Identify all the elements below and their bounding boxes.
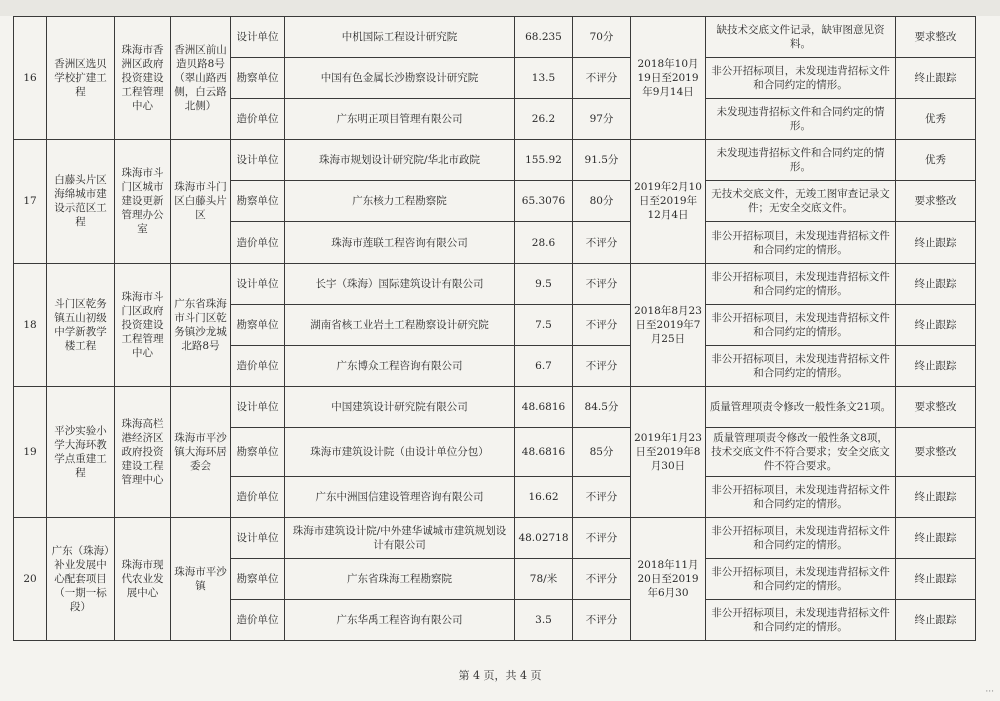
unit-type-cell: 造价单位: [231, 222, 285, 263]
company-name-cell: 广东博众工程咨询有限公司: [285, 345, 515, 386]
score-cell: 不评分: [573, 558, 631, 599]
project-name-cell: 香洲区选贝学校扩建工程: [47, 17, 115, 140]
inspection-notes-cell: 质量管理项责令修改一般性条文8项，技术交底文件不符合要求；安全交底文件不符合要求。: [706, 427, 896, 476]
inspection-notes-cell: 非公开招标项目，未发现违背招标文件和合同约定的情形。: [706, 599, 896, 640]
score-cell: 70分: [573, 17, 631, 58]
inspection-notes-cell: 非公开招标项目，未发现违背招标文件和合同约定的情形。: [706, 345, 896, 386]
handling-result-cell: 终止跟踪: [896, 222, 976, 263]
company-name-cell: 中国建筑设计研究院有限公司: [285, 386, 515, 427]
row-number-cell: 17: [14, 140, 47, 263]
row-number-cell: 20: [14, 517, 47, 640]
score-cell: 不评分: [573, 263, 631, 304]
table-row: [14, 517, 976, 558]
company-name-cell: 长宇（珠海）国际建筑设计有限公司: [285, 263, 515, 304]
company-name-cell: 中国有色金属长沙勘察设计研究院: [285, 58, 515, 99]
handling-result-cell: 终止跟踪: [896, 476, 976, 517]
score-cell: 不评分: [573, 599, 631, 640]
contract-amount-cell: 3.5: [515, 599, 573, 640]
unit-type-cell: 设计单位: [231, 386, 285, 427]
unit-type-cell: 设计单位: [231, 140, 285, 181]
score-cell: 不评分: [573, 304, 631, 345]
unit-type-cell: 勘察单位: [231, 58, 285, 99]
construction-unit-cell: 珠海市现代农业发展中心: [115, 517, 171, 640]
company-name-cell: 广东华禹工程咨询有限公司: [285, 599, 515, 640]
construction-unit-cell: 珠海高栏港经济区政府投资建设工程管理中心: [115, 386, 171, 517]
contract-amount-cell: 65.3076: [515, 181, 573, 222]
score-cell: 不评分: [573, 476, 631, 517]
handling-result-cell: 要求整改: [896, 17, 976, 58]
inspection-notes-cell: 非公开招标项目，未发现违背招标文件和合同约定的情形。: [706, 222, 896, 263]
unit-type-cell: 造价单位: [231, 99, 285, 140]
table-row: [14, 263, 976, 304]
inspection-notes-cell: 无技术交底文件，无竣工图审查记录文件；无安全交底文件。: [706, 181, 896, 222]
project-name-cell: 斗门区乾务镇五山初级中学新教学楼工程: [47, 263, 115, 386]
project-location-cell: 香洲区前山造贝路8号（翠山路西侧，白云路北侧）: [171, 17, 231, 140]
company-name-cell: 珠海市规划设计研究院/华北市政院: [285, 140, 515, 181]
contract-amount-cell: 48.6816: [515, 386, 573, 427]
inspection-notes-cell: 质量管理项责令修改一般性条文21项。: [706, 386, 896, 427]
construction-unit-cell: 珠海市斗门区政府投资建设工程管理中心: [115, 263, 171, 386]
handling-result-cell: 终止跟踪: [896, 517, 976, 558]
row-number-cell: 19: [14, 386, 47, 517]
handling-result-cell: 优秀: [896, 99, 976, 140]
handling-result-cell: 终止跟踪: [896, 304, 976, 345]
project-name-cell: 广东（珠海）补业发展中心配套项目（一期一标段）: [47, 517, 115, 640]
project-location-cell: 珠海市平沙镇: [171, 517, 231, 640]
service-period-cell: 2018年11月20日至2019年6月30: [631, 517, 706, 640]
project-name-cell: 平沙实验小学大海环教学点重建工程: [47, 386, 115, 517]
unit-type-cell: 勘察单位: [231, 558, 285, 599]
service-period-cell: 2019年2月10日至2019年12月4日: [631, 140, 706, 263]
project-location-cell: 珠海市平沙镇大海环居委会: [171, 386, 231, 517]
unit-type-cell: 设计单位: [231, 263, 285, 304]
contract-amount-cell: 48.02718: [515, 517, 573, 558]
inspection-notes-cell: 非公开招标项目，未发现违背招标文件和合同约定的情形。: [706, 58, 896, 99]
construction-unit-cell: 珠海市香洲区政府投资建设工程管理中心: [115, 17, 171, 140]
score-cell: 91.5分: [573, 140, 631, 181]
service-period-cell: 2018年8月23日至2019年7月25日: [631, 263, 706, 386]
contract-amount-cell: 26.2: [515, 99, 573, 140]
handling-result-cell: 终止跟踪: [896, 58, 976, 99]
score-cell: 不评分: [573, 517, 631, 558]
company-name-cell: 广东核力工程勘察院: [285, 181, 515, 222]
inspection-notes-cell: 非公开招标项目，未发现违背招标文件和合同约定的情形。: [706, 304, 896, 345]
score-cell: 不评分: [573, 58, 631, 99]
inspection-notes-cell: 非公开招标项目，未发现违背招标文件和合同约定的情形。: [706, 558, 896, 599]
table-body: [14, 17, 976, 641]
unit-type-cell: 设计单位: [231, 517, 285, 558]
service-period-cell: 2018年10月19日至2019年9月14日: [631, 17, 706, 140]
inspection-notes-cell: 非公开招标项目，未发现违背招标文件和合同约定的情形。: [706, 476, 896, 517]
score-cell: 不评分: [573, 222, 631, 263]
scan-corner-mark: ···: [985, 687, 994, 697]
score-cell: 不评分: [573, 345, 631, 386]
score-cell: 80分: [573, 181, 631, 222]
unit-type-cell: 造价单位: [231, 476, 285, 517]
contract-amount-cell: 7.5: [515, 304, 573, 345]
company-name-cell: 中机国际工程设计研究院: [285, 17, 515, 58]
inspection-notes-cell: 未发现违背招标文件和合同约定的情形。: [706, 140, 896, 181]
unit-type-cell: 造价单位: [231, 599, 285, 640]
inspection-notes-cell: 非公开招标项目，未发现违背招标文件和合同约定的情形。: [706, 263, 896, 304]
unit-type-cell: 勘察单位: [231, 181, 285, 222]
table-row: [14, 386, 976, 427]
company-name-cell: 广东明正项目管理有限公司: [285, 99, 515, 140]
contract-amount-cell: 9.5: [515, 263, 573, 304]
table-row: [14, 140, 976, 181]
page-number: 第 4 页，共 4 页: [458, 669, 542, 682]
construction-unit-cell: 珠海市斗门区城市建设更新管理办公室: [115, 140, 171, 263]
handling-result-cell: 终止跟踪: [896, 599, 976, 640]
handling-result-cell: 要求整改: [896, 181, 976, 222]
table-row: [14, 17, 976, 58]
project-location-cell: 广东省珠海市斗门区乾务镇沙龙城北路8号: [171, 263, 231, 386]
score-cell: 84.5分: [573, 386, 631, 427]
contract-amount-cell: 78/米: [515, 558, 573, 599]
inspection-notes-cell: 未发现违背招标文件和合同约定的情形。: [706, 99, 896, 140]
project-location-cell: 珠海市斗门区白藤头片区: [171, 140, 231, 263]
company-name-cell: 珠海市建筑设计院（由设计单位分包）: [285, 427, 515, 476]
row-number-cell: 16: [14, 17, 47, 140]
inspection-notes-cell: 缺技术交底文件记录，缺审图意见资料。: [706, 17, 896, 58]
service-period-cell: 2019年1月23日至2019年8月30日: [631, 386, 706, 517]
project-name-cell: 白藤头片区海绵城市建设示范区工程: [47, 140, 115, 263]
company-name-cell: 广东中洲国信建设管理咨询有限公司: [285, 476, 515, 517]
row-number-cell: 18: [14, 263, 47, 386]
handling-result-cell: 终止跟踪: [896, 558, 976, 599]
handling-result-cell: 终止跟踪: [896, 263, 976, 304]
handling-result-cell: 优秀: [896, 140, 976, 181]
company-name-cell: 广东省珠海工程勘察院: [285, 558, 515, 599]
top-margin-strip: [0, 0, 1000, 16]
inspection-notes-cell: 非公开招标项目，未发现违背招标文件和合同约定的情形。: [706, 517, 896, 558]
score-cell: 97分: [573, 99, 631, 140]
contract-amount-cell: 155.92: [515, 140, 573, 181]
contract-amount-cell: 68.235: [515, 17, 573, 58]
contract-amount-cell: 13.5: [515, 58, 573, 99]
unit-type-cell: 勘察单位: [231, 304, 285, 345]
company-name-cell: 珠海市建筑设计院/中外建华诚城市建筑规划设计有限公司: [285, 517, 515, 558]
score-cell: 85分: [573, 427, 631, 476]
unit-type-cell: 设计单位: [231, 17, 285, 58]
contract-amount-cell: 48.6816: [515, 427, 573, 476]
contract-amount-cell: 6.7: [515, 345, 573, 386]
handling-result-cell: 终止跟踪: [896, 345, 976, 386]
company-name-cell: 珠海市莲联工程咨询有限公司: [285, 222, 515, 263]
company-name-cell: 湖南省核工业岩土工程勘察设计研究院: [285, 304, 515, 345]
contract-amount-cell: 16.62: [515, 476, 573, 517]
unit-type-cell: 造价单位: [231, 345, 285, 386]
unit-type-cell: 勘察单位: [231, 427, 285, 476]
handling-result-cell: 要求整改: [896, 386, 976, 427]
contract-amount-cell: 28.6: [515, 222, 573, 263]
evaluation-table: [13, 16, 976, 641]
handling-result-cell: 要求整改: [896, 427, 976, 476]
